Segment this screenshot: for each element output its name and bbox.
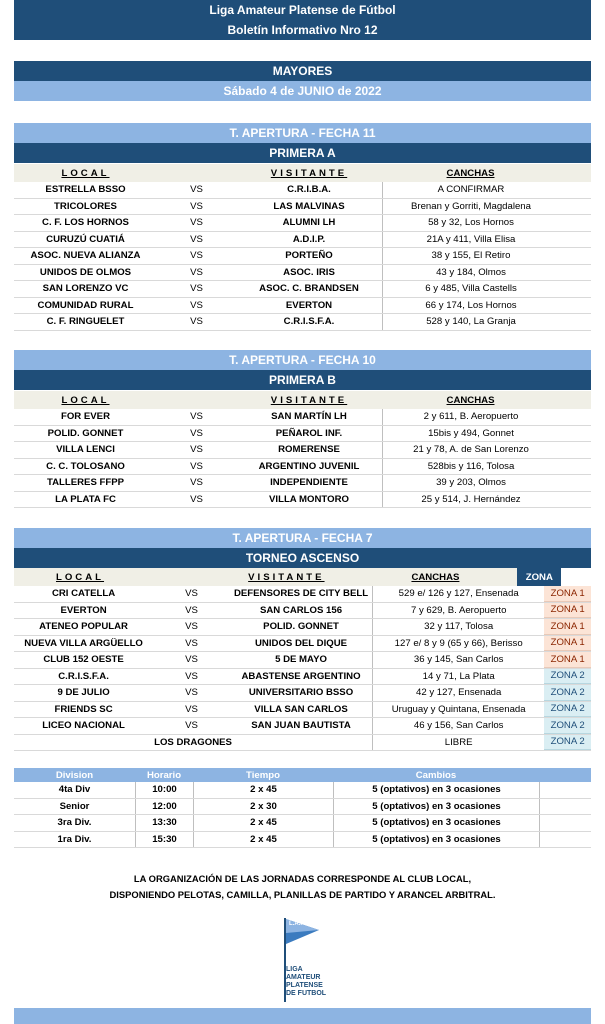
local-team: COMUNIDAD RURAL [37,299,134,311]
match-row [14,232,591,249]
zone-badge: ZONA 1 [544,586,591,602]
visitor-team: DEFENSORES DE CITY BELL [233,588,369,600]
local-team: SAN LORENZO VC [42,283,129,295]
header-visitante: VISITANTE [219,568,354,586]
visitor-team: ASOC. C. BRANDSEN [259,283,359,295]
local-team: C. F. RINGUELET [46,316,125,328]
schedule-division: 1ra Div. [57,833,92,845]
vs-label: VS [190,299,203,311]
visitor-team: UNIVERSITARIO BSSO [248,687,354,699]
local-team: CURUZÚ CUATIÁ [46,233,125,245]
organization-note-1: LA ORGANIZACIÓN DE LAS JORNADAS CORRESPONDE AL CLUB LOCAL, [133,873,472,884]
table-header-row [14,391,591,409]
schedule-header-cambios: Cambios [415,769,457,781]
local-team: ESTRELLA BSSO [45,184,126,196]
visitor-team: ROMERENSE [278,444,340,456]
visitor-team: 5 DE MAYO [275,654,327,666]
local-team: NUEVA VILLA ARGÜELLO [24,637,143,649]
visitor-team: A.D.I.P. [292,233,326,245]
bulletin-title-band [14,20,591,40]
schedule-blank [539,799,591,815]
vs-label: VS [190,477,203,489]
match-row [14,685,591,702]
header-gap [157,164,236,182]
zone-badge: ZONA 1 [544,652,591,668]
bulletin-title: Boletín Informativo Nro 12 [227,23,378,37]
vs-label: VS [185,637,198,649]
header-gap [146,568,219,586]
schedule-duration: 2 x 45 [193,782,333,798]
match-row [14,475,591,492]
venue: 25 y 514, J. Hernández [382,492,559,508]
bye-row [14,735,591,752]
local-team: LA PLATA FC [55,493,116,505]
venue: 42 y 127, Ensenada [372,685,544,701]
venue: 529 e/ 126 y 127, Ensenada [372,586,544,602]
schedule-division: 4ta Div [58,784,91,796]
local-team: C. F. LOS HORNOS [42,217,129,229]
fixture-table-3 [14,568,591,751]
logo-text-line2: AMATEUR [286,974,321,981]
vs-label: VS [185,588,198,600]
match-row [14,215,591,232]
schedule-time: 12:00 [135,799,193,815]
visitor-team: POLID. GONNET [263,621,339,633]
match-row [14,426,591,443]
schedule-row [14,782,591,799]
local-team: LICEO NACIONAL [42,720,125,732]
header-zona: ZONA [517,568,561,586]
schedule-blank [539,815,591,831]
header-tail-fill [559,164,591,182]
match-row [14,298,591,315]
vs-label: VS [190,184,203,196]
league-title: Liga Amateur Platense de Fútbol [209,3,396,17]
venue: 528 y 140, La Granja [382,314,559,330]
match-row [14,492,591,509]
venue: 21 y 78, A. de San Lorenzo [382,442,559,458]
schedule-row [14,832,591,849]
visitor-team: ABASTENSE ARGENTINO [241,670,361,682]
venue: 15bis y 494, Gonnet [382,426,559,442]
schedule-time: 10:00 [135,782,193,798]
match-row [14,652,591,669]
venue: 32 y 117, Tolosa [372,619,544,635]
schedule-duration: 2 x 45 [193,832,333,848]
local-team: VILLA LENCI [56,444,115,456]
local-team: 9 DE JULIO [57,687,110,699]
venue: 6 y 485, Villa Castells [382,281,559,297]
match-row [14,199,591,216]
fecha-band-2 [14,350,591,370]
local-team: ASOC. NUEVA ALIANZA [30,250,141,262]
visitor-team: SAN MARTÍN LH [271,411,347,423]
schedule-header [14,768,591,782]
schedule-row [14,799,591,816]
venue: A CONFIRMAR [382,182,559,198]
match-row [14,636,591,653]
zone-badge: ZONA 2 [544,685,591,701]
venue: 2 y 611, B. Aeropuerto [382,409,559,425]
league-title-band [14,0,591,20]
local-team: FRIENDS SC [54,703,113,715]
schedule-substitutions: 5 (optativos) en 3 ocasiones [333,815,539,831]
venue: Uruguay y Quintana, Ensenada [372,702,544,718]
fecha-band-1 [14,123,591,143]
local-team: EVERTON [60,604,107,616]
visitor-team: UNIDOS DEL DIQUE [255,637,348,649]
venue: 58 y 32, Los Hornos [382,215,559,231]
vs-label: VS [185,604,198,616]
division-title-3: TORNEO ASCENSO [245,551,360,565]
vs-label: VS [190,460,203,472]
category-name: MAYORES [272,64,333,78]
local-team: CRI CATELLA [51,588,116,600]
match-row [14,281,591,298]
schedule-header-horario: Horario [146,769,182,781]
visitor-team: ALUMNI LH [282,217,336,229]
zone-badge: ZONA 2 [544,735,591,751]
header-visitante: VISITANTE [236,164,382,182]
table-header-row [14,164,591,182]
match-row [14,586,591,603]
vs-label: VS [185,654,198,666]
visitor-team: C.R.I.B.A. [287,184,331,196]
vs-label: VS [190,316,203,328]
visitor-team: LAS MALVINAS [273,200,345,212]
table-header-row [14,568,591,586]
schedule-time: 15:30 [135,832,193,848]
header-canchas: CANCHAS [354,568,517,586]
date-band [14,81,591,101]
schedule-time: 13:30 [135,815,193,831]
header-local: LOCAL [14,568,146,586]
match-row [14,669,591,686]
schedule-duration: 2 x 30 [193,799,333,815]
schedule-header-division: Division [55,769,94,781]
visitor-team: PORTEÑO [285,250,333,262]
match-row [14,718,591,735]
vs-label: VS [185,703,198,715]
fixture-table-1 [14,164,591,331]
fecha-title-1: T. APERTURA - FECHA 11 [229,126,376,140]
vs-label: VS [185,621,198,633]
venue: 66 y 174, Los Hornos [382,298,559,314]
visitor-team: SAN CARLOS 156 [259,604,343,616]
match-row [14,314,591,331]
zone-badge: ZONA 2 [544,702,591,718]
match-row [14,265,591,282]
division-band-1 [14,143,591,163]
local-team: ATENEO POPULAR [39,621,128,633]
zone-badge: ZONA 1 [544,603,591,619]
visitor-team: VILLA MONTORO [269,493,349,505]
zone-badge: ZONA 2 [544,718,591,734]
visitor-team: INDEPENDIENTE [270,477,348,489]
local-team: POLID. GONNET [47,427,124,439]
venue: 21A y 411, Villa Elisa [382,232,559,248]
schedule-table [14,768,591,848]
local-team: TRICOLORES [54,200,117,212]
match-row [14,409,591,426]
fecha-title-2: T. APERTURA - FECHA 10 [229,353,376,367]
venue: 7 y 629, B. Aeropuerto [372,603,544,619]
venue: 39 y 203, Olmos [382,475,559,491]
venue: 528bis y 116, Tolosa [382,459,559,475]
vs-label: VS [190,217,203,229]
division-band-3 [14,548,591,568]
match-row [14,603,591,620]
bye-team: LOS DRAGONES [154,736,232,748]
schedule-division: Senior [59,800,90,812]
match-row [14,619,591,636]
header-tail-fill [559,391,591,409]
venue: 38 y 155, El Retiro [382,248,559,264]
category-band [14,61,591,81]
vs-label: VS [190,493,203,505]
bye-label: LIBRE [372,735,544,751]
vs-label: VS [190,250,203,262]
match-row [14,702,591,719]
match-row [14,442,591,459]
match-row [14,182,591,199]
vs-label: VS [190,200,203,212]
visitor-team: C.R.I.S.F.A. [283,316,335,328]
match-row [14,459,591,476]
venue: 36 y 145, San Carlos [372,652,544,668]
visitor-team: PEÑAROL INF. [275,427,343,439]
footer-band [14,1008,591,1024]
logo-text [286,966,326,998]
organization-note-2: DISPONIENDO PELOTAS, CAMILLA, PLANILLAS DE PARTIDO Y ARANCEL ARBITRAL. [109,889,496,900]
vs-label: VS [190,233,203,245]
logo-text-line3: PLATENSE [286,982,323,989]
division-title-2: PRIMERA B [269,373,336,387]
schedule-header-tiempo: Tiempo [246,769,280,781]
logo-badge: L.A.P. [289,921,306,927]
venue: 127 e/ 8 y 9 (65 y 66), Berisso [372,636,544,652]
division-title-1: PRIMERA A [269,146,336,160]
schedule-substitutions: 5 (optativos) en 3 ocasiones [333,782,539,798]
visitor-team: ASOC. IRIS [283,266,335,278]
vs-label: VS [185,687,198,699]
local-team: FOR EVER [60,411,111,423]
header-local: LOCAL [14,391,157,409]
zone-badge: ZONA 2 [544,669,591,685]
vs-label: VS [185,720,198,732]
vs-label: VS [185,670,198,682]
fecha-title-3: T. APERTURA - FECHA 7 [232,531,373,545]
schedule-blank [539,782,591,798]
local-team: C. C. TOLOSANO [46,460,125,472]
logo-text-line1: LIGA [286,966,303,973]
vs-label: VS [190,283,203,295]
logo-text-line4: DE FUTBOL [286,990,327,997]
fixture-table-2 [14,391,591,508]
header-local: LOCAL [14,164,157,182]
zone-badge: ZONA 1 [544,619,591,635]
zone-badge: ZONA 1 [544,636,591,652]
fecha-band-3 [14,528,591,548]
schedule-substitutions: 5 (optativos) en 3 ocasiones [333,832,539,848]
visitor-team: EVERTON [285,299,333,311]
local-team: CLUB 152 OESTE [43,654,124,666]
schedule-division: 3ra Div. [57,817,92,829]
vs-label: VS [190,427,203,439]
schedule-blank [539,832,591,848]
visitor-team: ARGENTINO JUVENIL [258,460,360,472]
match-date: Sábado 4 de JUNIO de 2022 [223,84,382,98]
local-team: UNIDOS DE OLMOS [39,266,132,278]
schedule-duration: 2 x 45 [193,815,333,831]
schedule-row [14,815,591,832]
header-visitante: VISITANTE [236,391,382,409]
header-canchas: CANCHAS [382,391,559,409]
local-team: TALLERES FFPP [46,477,125,489]
match-row [14,248,591,265]
visitor-team: SAN JUAN BAUTISTA [251,720,351,732]
header-canchas: CANCHAS [382,164,559,182]
vs-label: VS [190,266,203,278]
visitor-team: VILLA SAN CARLOS [254,703,348,715]
venue: 43 y 184, Olmos [382,265,559,281]
vs-label: VS [190,444,203,456]
header-gap [157,391,236,409]
venue: Brenan y Gorriti, Magdalena [382,199,559,215]
schedule-substitutions: 5 (optativos) en 3 ocasiones [333,799,539,815]
venue: 14 y 71, La Plata [372,669,544,685]
venue: 46 y 156, San Carlos [372,718,544,734]
division-band-2 [14,370,591,390]
vs-label: VS [190,411,203,423]
local-team: C.R.I.S.F.A. [58,670,109,682]
